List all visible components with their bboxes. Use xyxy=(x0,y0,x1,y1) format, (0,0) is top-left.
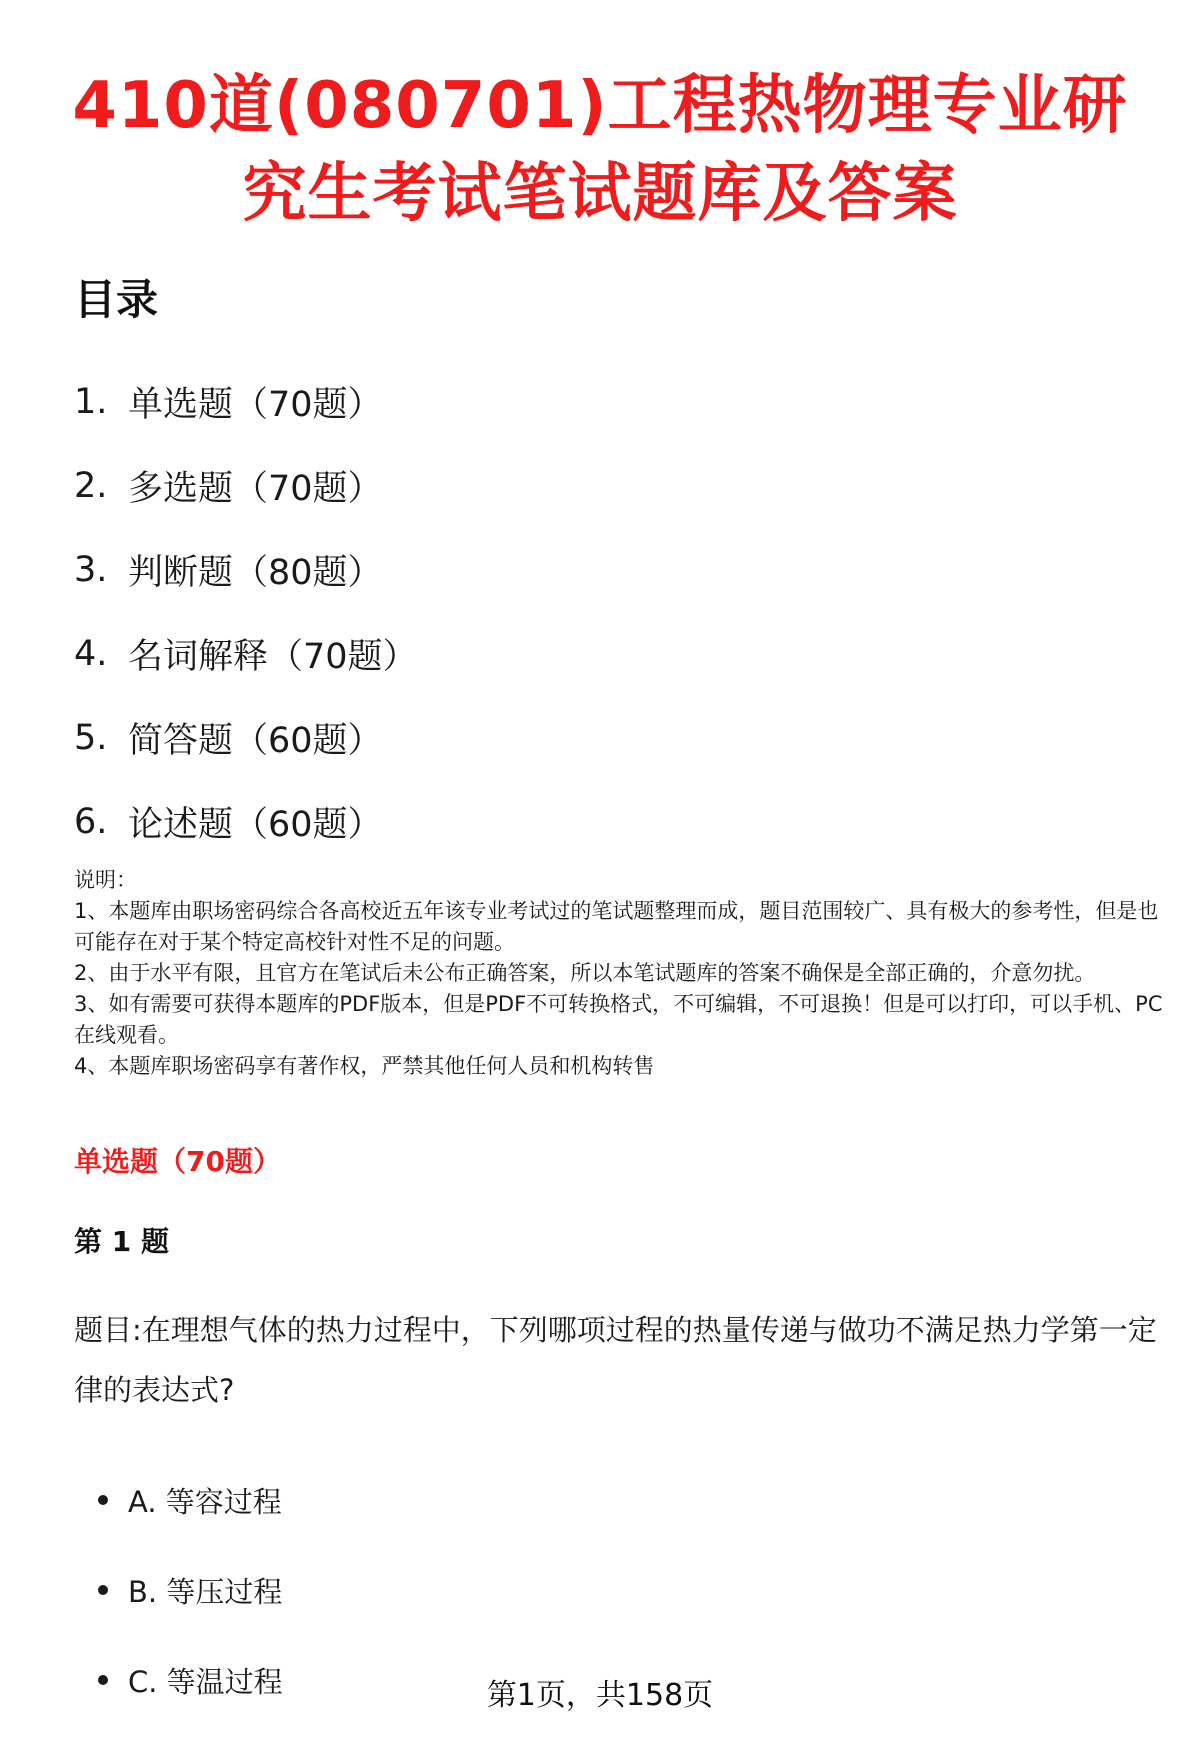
toc-item-label: 多选题（70题） xyxy=(128,469,383,509)
answer-option xyxy=(98,1545,283,1635)
toc-item-essay xyxy=(74,780,418,864)
toc-item-label: 判断题（80题） xyxy=(128,553,383,593)
page-footer: 第1页，共158页 xyxy=(486,1678,714,1713)
toc-item-true-false xyxy=(74,528,418,612)
toc-item-number: 6. xyxy=(74,802,108,842)
toc-item-short-answer xyxy=(74,696,418,780)
answer-option-label: C. 等温过程 xyxy=(128,1664,283,1699)
toc-item-label: 名词解释（70题） xyxy=(128,637,418,677)
section-heading: 单选题（70题） xyxy=(74,1145,281,1178)
answer-option xyxy=(98,1455,283,1545)
toc-item-label: 论述题（60题） xyxy=(128,805,383,845)
note-line: 3、如有需要可获得本题库的PDF版本，但是PDF不可转换格式，不可编辑，不可退换！但是可以打印，可以手机、PC在线观看。 xyxy=(74,992,1163,1047)
toc-item-number: 5. xyxy=(74,718,108,758)
notes-heading: 说明： xyxy=(74,868,137,892)
answer-option-label: B. 等压过程 xyxy=(128,1574,283,1609)
toc-item-number: 1. xyxy=(74,382,108,422)
toc-item-single-choice xyxy=(74,360,418,444)
notes-block xyxy=(74,865,1164,1082)
note-line: 1、本题库由职场密码综合各高校近五年该专业考试过的笔试题整理而成，题目范围较广、具有极大的参考性，但是也可能存在对于某个特定高校针对性不足的问题。 xyxy=(74,899,1159,954)
bullet-icon xyxy=(98,1495,108,1505)
toc-item-number: 3. xyxy=(74,550,108,590)
answer-option-label: A. 等容过程 xyxy=(128,1484,282,1519)
toc-item-label: 简答题（60题） xyxy=(128,721,383,761)
toc-item-number: 2. xyxy=(74,466,108,506)
toc-item-term-definition xyxy=(74,612,418,696)
note-line: 4、本题库职场密码享有著作权，严禁其他任何人员和机构转售 xyxy=(74,1054,655,1078)
bullet-icon xyxy=(98,1585,108,1595)
note-line: 2、由于水平有限，且官方在笔试后未公布正确答案，所以本笔试题库的答案不确保是全部正确的，介意勿扰。 xyxy=(74,961,1096,985)
toc-list xyxy=(74,360,418,864)
toc-item-multiple-choice xyxy=(74,444,418,528)
question-text: 题目:在理想气体的热力过程中，下列哪项过程的热量传递与做功不满足热力学第一定律的表达式? xyxy=(74,1313,1157,1407)
toc-heading: 目录 xyxy=(74,275,159,324)
toc-item-label: 单选题（70题） xyxy=(128,385,383,425)
document-title xyxy=(60,62,1140,238)
document-title-line-2: 究生考试笔试题库及答案 xyxy=(242,157,958,231)
question-number: 第 1 题 xyxy=(74,1225,169,1258)
toc-item-number: 4. xyxy=(74,634,108,674)
document-title-line-1: 410道(080701)工程热物理专业研 xyxy=(72,69,1128,143)
